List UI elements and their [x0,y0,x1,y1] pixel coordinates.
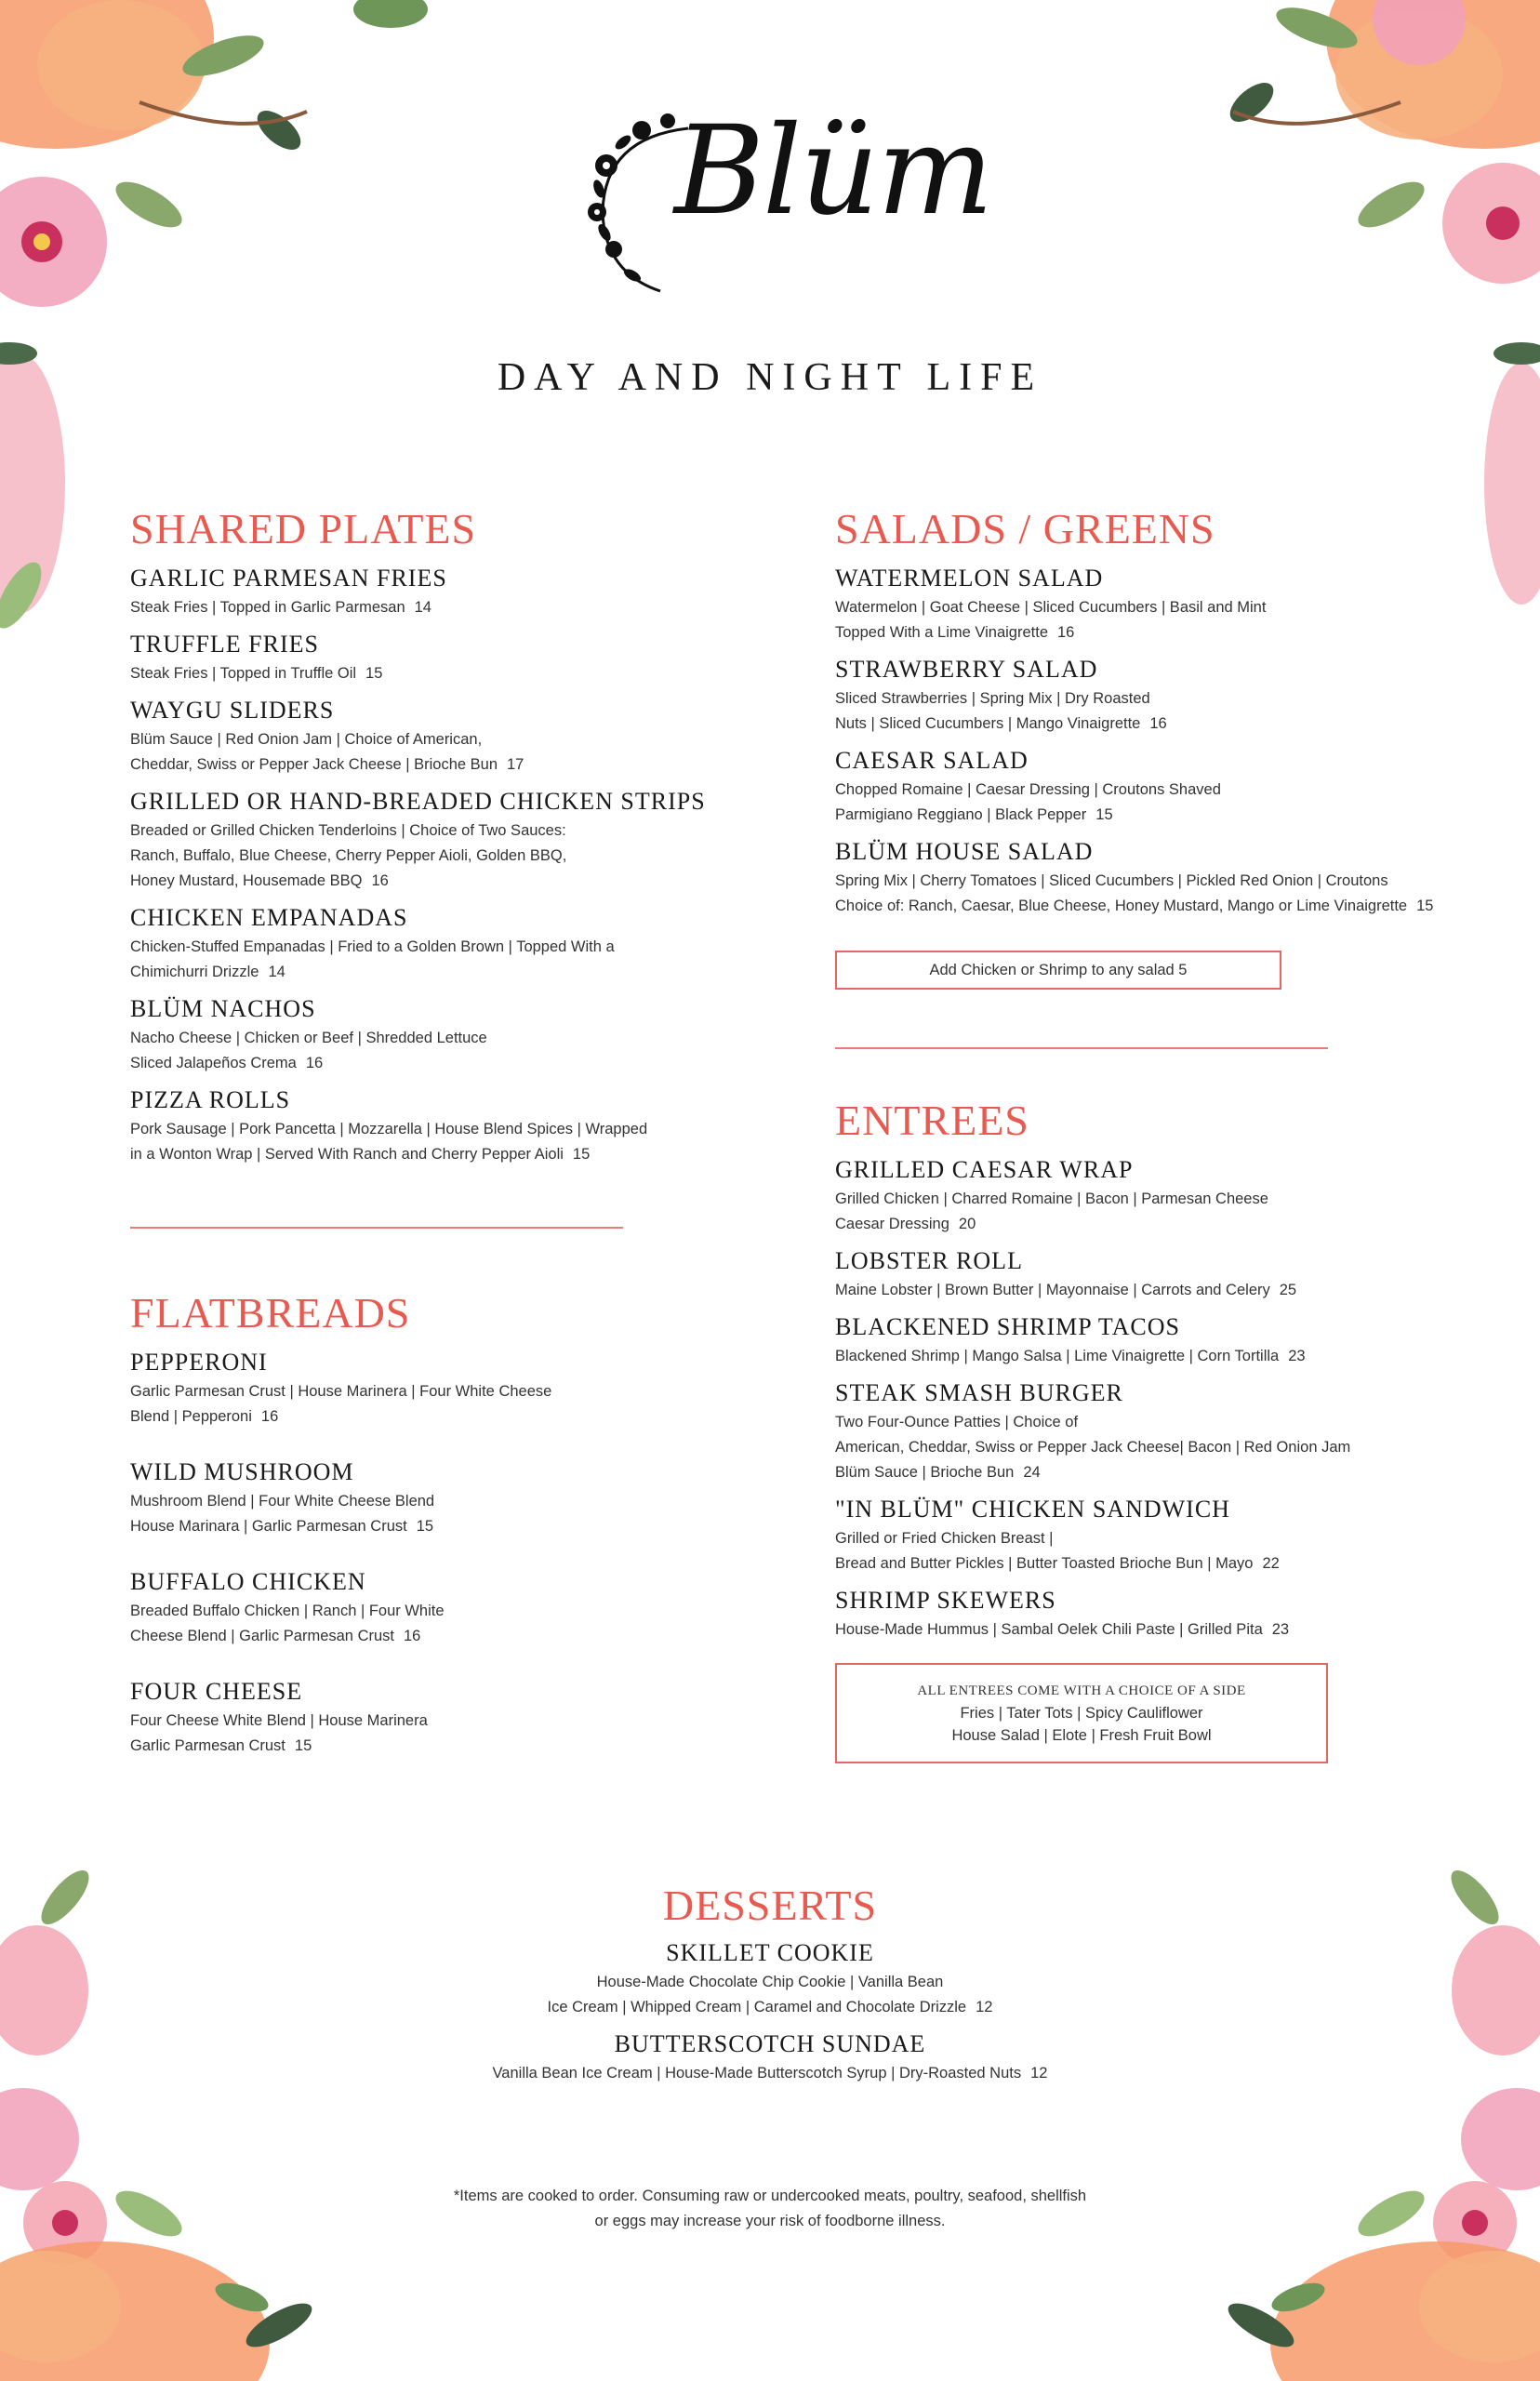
description-text: Blüm Sauce | Red Onion Jam | Choice of American, [130,731,483,748]
description-text: Nuts | Sliced Cucumbers | Mango Vinaigrette [835,715,1141,732]
description-text: House-Made Hummus | Sambal Oelek Chili Paste | Grilled Pita [835,1621,1263,1638]
description-text: Steak Fries | Topped in Truffle Oil [130,665,357,682]
description-line [835,686,1486,712]
description-text: Caesar Dressing [835,1216,949,1232]
description-line [130,1624,707,1649]
item-name: WAYGU SLIDERS [130,697,335,724]
section-title-salads: SALADS / GREENS [835,505,1215,552]
section-title-shared-plates: SHARED PLATES [130,505,477,552]
description-line [130,960,707,985]
description-line [130,595,707,620]
description-text: Chicken-Stuffed Empanadas | Fried to a Golden Brown | Topped With a [130,938,615,955]
description-line [835,894,1486,919]
description-line [835,1551,1486,1576]
menu-item [835,1244,1486,1303]
menu-item [130,1565,707,1649]
menu-item [835,1310,1486,1369]
description-line [835,1187,1486,1212]
item-name: SKILLET COOKIE [666,1939,874,1966]
menu-item [0,1936,1540,2020]
description-text: Watermelon | Goat Cheese | Sliced Cucumbers | Basil and Mint [835,599,1267,616]
description-line [835,1435,1486,1460]
item-name: GARLIC PARMESAN FRIES [130,565,447,592]
menu-item [835,835,1486,919]
menu-item [130,901,707,985]
description-line [0,2061,1540,2086]
description-text: Blackened Shrimp | Mango Salsa | Lime Vinaigrette | Corn Tortilla [835,1348,1280,1364]
item-name: CHICKEN EMPANADAS [130,904,408,931]
description-line [130,752,707,778]
description-line [835,869,1486,894]
item-name: BLACKENED SHRIMP TACOS [835,1313,1180,1340]
menu-item [130,562,707,620]
description-line [130,1379,707,1404]
description-text: in a Wonton Wrap | Served With Ranch and Cherry Pepper Aioli [130,1146,564,1163]
entrees-list [835,1153,1486,1643]
description-text: Nacho Cheese | Chicken or Beef | Shredded Lettuce [130,1030,487,1046]
item-description [835,778,1486,828]
section-title-entrees: ENTREES [835,1097,1029,1144]
item-name: WATERMELON SALAD [835,565,1104,592]
description-text: Topped With a Lime Vinaigrette [835,624,1048,641]
desserts-list [0,1936,1540,2086]
description-line [835,1278,1486,1303]
salad-addon-box: Add Chicken or Shrimp to any salad 5 [835,951,1281,990]
menu-item [835,744,1486,828]
item-price: 23 [1271,1621,1290,1638]
shared-plates-section [130,502,707,1167]
item-name: WILD MUSHROOM [130,1458,354,1485]
entree-sides-box [835,1663,1328,1763]
description-text: Steak Fries | Topped in Garlic Parmesan [130,599,405,616]
item-name: STEAK SMASH BURGER [835,1379,1123,1406]
sides-title: ALL ENTREES COME WITH A CHOICE OF A SIDE [917,1683,1246,1698]
item-name: PEPPERONI [130,1349,268,1376]
description-line [130,1599,707,1624]
footnote-line: or eggs may increase your risk of foodborne illness. [594,2213,946,2229]
item-name: GRILLED CAESAR WRAP [835,1156,1134,1183]
item-description [130,1026,707,1076]
item-name: PIZZA ROLLS [130,1086,291,1113]
item-name: BLÜM HOUSE SALAD [835,838,1094,865]
brand-name: Blüm [674,100,992,243]
desserts-section [0,1879,1540,2094]
item-price: 22 [1262,1555,1280,1572]
description-text: Parmigiano Reggiano | Black Pepper [835,806,1087,823]
item-price: 16 [1149,715,1167,732]
item-description [130,1599,707,1649]
menu-item [835,1377,1486,1485]
description-text: Breaded or Grilled Chicken Tenderloins | Choice of Two Sauces: [130,822,566,839]
item-name: STRAWBERRY SALAD [835,656,1098,683]
description-text: Ice Cream | Whipped Cream | Caramel and Chocolate Drizzle [547,1999,967,2015]
shared-plates-list [130,562,707,1167]
description-line [130,1709,707,1734]
item-name: TRUFFLE FRIES [130,631,319,658]
item-description [0,2061,1540,2086]
menu-item [835,653,1486,737]
section-divider [130,1227,623,1229]
item-price: 12 [1030,2065,1048,2082]
description-text: Cheese Blend | Garlic Parmesan Crust [130,1628,394,1644]
item-name: GRILLED OR HAND-BREADED CHICKEN STRIPS [130,788,706,815]
item-price: 16 [260,1408,279,1425]
item-price: 14 [414,599,431,616]
menu-item [0,2028,1540,2086]
menu-item [835,1493,1486,1576]
item-name: "IN BLÜM" CHICKEN SANDWICH [835,1496,1230,1523]
description-text: Chimichurri Drizzle [130,964,259,980]
item-price: 15 [365,665,383,682]
item-description [835,1187,1486,1237]
description-line [130,1404,707,1430]
description-text: Pork Sausage | Pork Pancetta | Mozzarella | House Blend Spices | Wrapped [130,1121,648,1137]
description-line [835,595,1486,620]
item-description [130,1379,707,1430]
menu-item [130,785,707,894]
item-description [130,1117,707,1167]
item-description [130,1489,707,1539]
description-line [835,803,1486,828]
item-description [835,595,1486,645]
sides-line: Fries | Tater Tots | Spicy Cauliflower [960,1705,1203,1722]
description-line [130,661,707,686]
description-line [835,1526,1486,1551]
description-text: Blend | Pepperoni [130,1408,252,1425]
item-description [835,1410,1486,1485]
item-description [130,818,707,894]
description-line [835,1617,1486,1643]
item-description [130,727,707,778]
item-description [130,1709,707,1759]
section-title-flatbreads: FLATBREADS [130,1289,411,1337]
description-text: Blüm Sauce | Brioche Bun [835,1464,1015,1481]
description-line [835,712,1486,737]
description-text: Grilled or Fried Chicken Breast | [835,1530,1054,1547]
item-price: 16 [305,1055,324,1071]
item-price: 16 [371,872,389,889]
description-text: Sliced Strawberries | Spring Mix | Dry Roasted [835,690,1150,707]
description-text: House-Made Chocolate Chip Cookie | Vanilla Bean [596,1974,944,1990]
description-line [130,1026,707,1051]
description-line [835,1460,1486,1485]
footnote-line: *Items are cooked to order. Consuming raw or undercooked meats, poultry, seafood, shellfish [453,2188,1087,2204]
item-price: 23 [1288,1348,1306,1364]
menu-item [130,992,707,1076]
description-line [130,727,707,752]
item-description [835,1617,1486,1643]
item-description [835,1278,1486,1303]
description-text: Grilled Chicken | Charred Romaine | Bacon | Parmesan Cheese [835,1190,1268,1207]
tagline: DAY AND NIGHT LIFE [497,356,1043,399]
item-price: 15 [1095,806,1113,823]
menu-item [130,1084,707,1167]
description-text: Choice of: Ranch, Caesar, Blue Cheese, Honey Mustard, Mango or Lime Vinaigrette [835,898,1408,914]
description-text: Mushroom Blend | Four White Cheese Blend [130,1493,435,1510]
menu-item [130,1456,707,1539]
description-text: Maine Lobster | Brown Butter | Mayonnaise | Carrots and Celery [835,1282,1270,1298]
description-line [835,1344,1486,1369]
description-text: Ranch, Buffalo, Blue Cheese, Cherry Pepper Aioli, Golden BBQ, [130,847,567,864]
item-description [130,935,707,985]
item-price: 25 [1279,1282,1297,1298]
item-name: BUFFALO CHICKEN [130,1568,366,1595]
sides-line: House Salad | Elote | Fresh Fruit Bowl [951,1727,1212,1744]
menu-item [835,1584,1486,1643]
entrees-section [835,1094,1486,1763]
salads-list [835,562,1486,919]
description-line [130,1117,707,1142]
right-column [835,502,1486,1763]
description-text: Vanilla Bean Ice Cream | House-Made Butterscotch Syrup | Dry-Roasted Nuts [492,2065,1022,2082]
description-line [0,1995,1540,2020]
description-line [130,1734,707,1759]
item-name: SHRIMP SKEWERS [835,1587,1056,1614]
item-price: 24 [1023,1464,1041,1481]
description-text: Garlic Parmesan Crust | House Marinera | Four White Cheese [130,1383,552,1400]
item-price: 15 [416,1518,434,1535]
menu-item [835,562,1486,645]
description-text: Spring Mix | Cherry Tomatoes | Sliced Cucumbers | Pickled Red Onion | Croutons [835,872,1388,889]
menu-item [835,1153,1486,1237]
item-name: BLÜM NACHOS [130,995,316,1022]
description-line [835,778,1486,803]
item-description [835,869,1486,919]
description-text: Four Cheese White Blend | House Marinera [130,1712,428,1729]
brand-logo [586,100,992,300]
description-line [130,869,707,894]
description-text: Chopped Romaine | Caesar Dressing | Croutons Shaved [835,781,1221,798]
menu-item [130,1675,707,1759]
item-description [835,686,1486,737]
allergy-footnote [0,2184,1540,2234]
description-line [835,620,1486,645]
salads-section [835,502,1486,990]
description-line [130,1489,707,1514]
description-text: American, Cheddar, Swiss or Pepper Jack Cheese| Bacon | Red Onion Jam [835,1439,1351,1456]
description-text: Cheddar, Swiss or Pepper Jack Cheese | Brioche Bun [130,756,498,773]
item-description [130,595,707,620]
item-price: 14 [268,964,285,980]
item-name: FOUR CHEESE [130,1678,303,1705]
menu-item [130,694,707,778]
item-price: 15 [572,1146,591,1163]
description-line [835,1212,1486,1237]
flatbreads-list [130,1346,707,1759]
item-price: 17 [507,756,524,773]
item-description [130,661,707,686]
item-name: LOBSTER ROLL [835,1247,1023,1274]
description-text: House Marinara | Garlic Parmesan Crust [130,1518,407,1535]
description-line [130,844,707,869]
left-column [130,502,707,1766]
menu-item [130,628,707,686]
item-name: BUTTERSCOTCH SUNDAE [614,2030,926,2057]
description-text: Sliced Jalapeños Crema [130,1055,297,1071]
item-description [0,1970,1540,2020]
description-text: Honey Mustard, Housemade BBQ [130,872,363,889]
item-price: 12 [976,1999,993,2015]
description-line [130,1051,707,1076]
description-text: Breaded Buffalo Chicken | Ranch | Four White [130,1603,445,1619]
section-divider [835,1047,1328,1049]
description-text: Bread and Butter Pickles | Butter Toasted Brioche Bun | Mayo [835,1555,1254,1572]
menu-item [130,1346,707,1430]
flatbreads-section [130,1286,707,1759]
description-text: Garlic Parmesan Crust [130,1737,285,1754]
item-name: CAESAR SALAD [835,747,1029,774]
item-description [835,1526,1486,1576]
description-line [130,1514,707,1539]
description-line [0,1970,1540,1995]
description-text: Two Four-Ounce Patties | Choice of [835,1414,1079,1430]
item-price: 20 [958,1216,976,1232]
description-line [130,935,707,960]
item-description [835,1344,1486,1369]
item-price: 16 [404,1628,421,1644]
description-line [130,818,707,844]
item-price: 15 [1416,898,1434,914]
description-line [835,1410,1486,1435]
description-line [130,1142,707,1167]
item-price: 15 [294,1737,312,1754]
section-title-desserts: DESSERTS [662,1882,878,1929]
item-price: 16 [1057,624,1075,641]
